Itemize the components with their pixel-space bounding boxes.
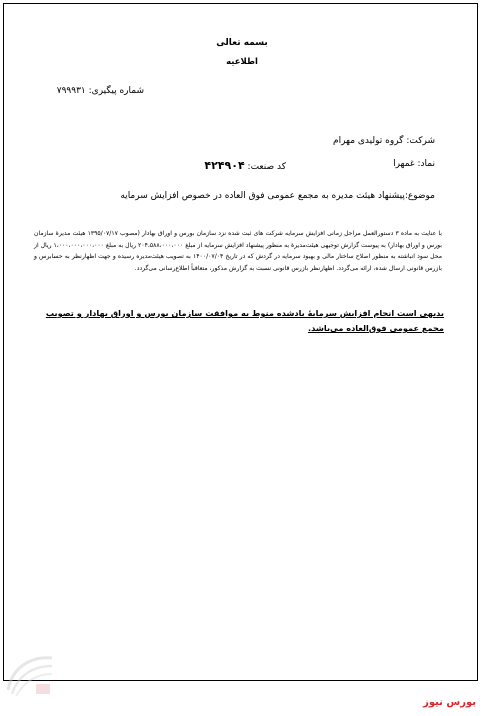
- subject-value: پیشنهاد هیئت مدیره به مجمع عمومی فوق العاده در خصوص افزایش سرمایه: [120, 191, 405, 201]
- industry-code-value: ۴۲۴۹۰۴: [204, 159, 245, 172]
- symbol-value: غمهرا: [393, 159, 415, 169]
- industry-code-label: کد صنعت:: [247, 162, 286, 172]
- subject-label: موضوع:: [404, 191, 435, 201]
- industry-code-line: [204, 160, 286, 172]
- symbol-label: نماد:: [417, 159, 435, 169]
- company-line: [333, 137, 435, 146]
- tracking-label: شماره پیگیری:: [88, 86, 144, 96]
- tracking-value: ۷۹۹۹۳۱: [56, 86, 86, 96]
- notice-title: اطلاعیه: [226, 57, 258, 67]
- symbol-line: [393, 160, 435, 169]
- document-heading: بسمه تعالی: [216, 38, 268, 48]
- source-label: بورس نیوز: [423, 697, 476, 708]
- notice-emphasis: بدیهی است انجام افزایش سرمایهٔ یادشده منوط به موافقت سازمان بورس و اوراق بهادار و تصویب مجمع عمومی فوق‌العاده می‌باشد.: [45, 308, 444, 333]
- company-name: گروه تولیدی مهرام: [333, 136, 404, 146]
- document-frame: [3, 3, 478, 681]
- bourse-news-watermark-logo: [2, 650, 58, 698]
- subject-line: [120, 192, 435, 201]
- notice-body: با عنایت به ماده ۳ دستورالعمل مراحل زمانی افزایش سرمایه شرکت های ثبت شده نزد سازمان بورس و اوراق بهادار (مصوب ۱۳۹۵/۰۷/۱۷ هیئت مدیرهٔ سازمان بورس و اوراق بهادار) به پیوست گزارش توجیهی هیئت‌مدیرهٔ به منظور پیشنهاد افزایش سرمایه از مبلغ ۲۰۴،۵۸۸،۰۰۰،۰۰۰ ریال به مبلغ ۱،۰۰۰،۰۰۰،۰۰۰،۰۰۰ ریال از محل سود انباشته به منظور اصلاح ساختار مالی و بهبود سرمایه در گردش که در تاریخ ۱۴۰۰/۰۷/۰۴ به تصویب هیئت‌مدیره رسیده و جهت اظهارنظر به حسابرس و بازرس قانونی ارسال شده، ارائه می‌گردد. اظهارنظر بازرس قانونی نسبت به گزارش مذکور، متعاقباً اطلاع‌رسانی می‌گردد.: [34, 230, 442, 272]
- company-label: شرکت:: [406, 136, 435, 146]
- tracking-number: [57, 87, 144, 96]
